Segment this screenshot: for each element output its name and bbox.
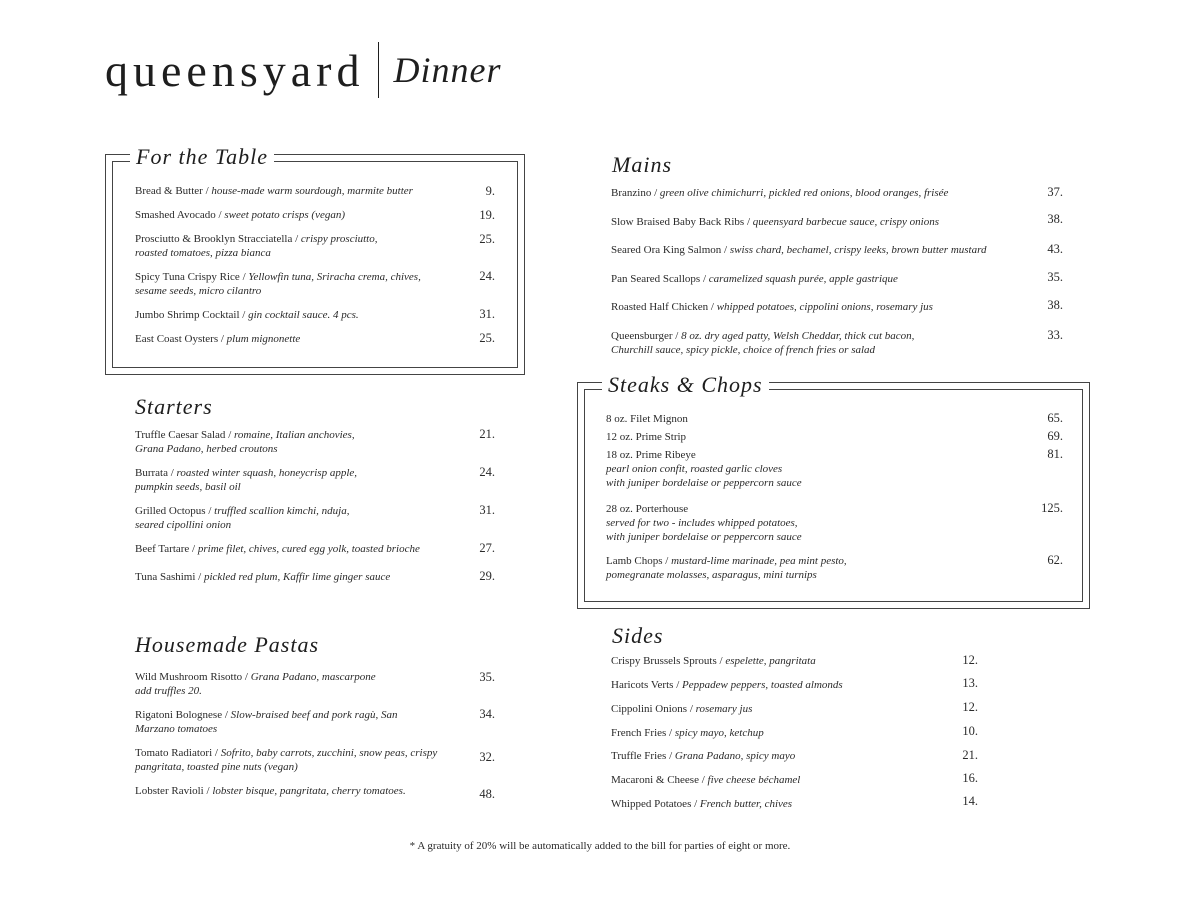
item-description: French butter, chives xyxy=(699,798,793,810)
gratuity-note: * A gratuity of 20% will be automatically added to the bill for parties of eight or more. xyxy=(409,840,791,852)
menu-item: Spicy Tuna Crispy Rice / Yellowfin tuna, Sriracha crema, chives, sesame seeds, micro cilantro xyxy=(135,270,465,298)
item-description-line-2: served for two - includes whipped potatoes, xyxy=(606,517,798,529)
item-description-line-2: pangritata, toasted pine nuts (vegan) xyxy=(135,761,298,773)
menu-item: Seared Ora King Salmon / swiss chard, bechamel, crispy leeks, brown butter mustard xyxy=(611,244,987,256)
item-description: green olive chimichurri, pickled red onions, blood oranges, frisée xyxy=(659,187,949,199)
item-description: pickled red plum, Kaffir lime ginger sauce xyxy=(203,571,391,583)
item-description: Grana Padano, mascarpone xyxy=(250,671,376,683)
item-price: 34. xyxy=(479,707,495,721)
menu-type-title: Dinner xyxy=(393,50,502,90)
item-price: 9. xyxy=(485,184,495,198)
menu-item: Wild Mushroom Risotto / Grana Padano, mascarpone add truffles 20. xyxy=(135,670,465,698)
item-price: 37. xyxy=(1047,185,1063,199)
section-title-pastas: Housemade Pastas xyxy=(135,632,320,657)
item-name: Wild Mushroom Risotto xyxy=(135,671,243,683)
menu-item: Smashed Avocado / sweet potato crisps (vegan) xyxy=(135,209,346,221)
item-name: 8 oz. Filet Mignon xyxy=(606,413,688,425)
item-name: Branzino xyxy=(611,187,652,199)
item-description: Yellowfin tuna, Sriracha crema, chives, xyxy=(248,271,421,283)
item-price: 81. xyxy=(1047,447,1063,461)
item-name: Smashed Avocado xyxy=(135,209,216,221)
menu-item: Tuna Sashimi / pickled red plum, Kaffir lime ginger sauce xyxy=(135,571,391,583)
item-description-line-2: pomegranate molasses, asparagus, mini turnips xyxy=(606,569,817,581)
item-price: 16. xyxy=(962,771,978,785)
item-description: spicy mayo, ketchup xyxy=(674,727,764,739)
item-description: rosemary jus xyxy=(695,703,753,715)
menu-item xyxy=(606,502,1026,544)
item-description: sweet potato crisps (vegan) xyxy=(224,209,346,221)
menu-item: Lamb Chops / mustard-lime marinade, pea mint pesto, pomegranate molasses, asparagus, mini turnips xyxy=(606,554,1026,582)
item-description: mustard-lime marinade, pea mint pesto, xyxy=(671,555,847,567)
item-price: 35. xyxy=(479,670,495,684)
item-name: Truffle Caesar Salad xyxy=(135,429,226,441)
item-name: Seared Ora King Salmon xyxy=(611,244,722,256)
item-name: Macaroni & Cheese xyxy=(611,774,699,786)
item-name: 12 oz. Prime Strip xyxy=(606,431,687,443)
item-name: Cippolini Onions xyxy=(611,703,688,715)
section-title-mains: Mains xyxy=(612,152,672,177)
item-name: Bread & Butter xyxy=(135,185,203,197)
item-name: Haricots Verts xyxy=(611,679,674,691)
menu-item: Grilled Octopus / truffled scallion kimchi, nduja, seared cipollini onion xyxy=(135,504,465,532)
menu-item: Beef Tartare / prime filet, chives, cured egg yolk, toasted brioche xyxy=(135,543,420,555)
menu-item: Bread & Butter / house-made warm sourdough, marmite butter xyxy=(135,185,413,197)
item-price: 65. xyxy=(1047,411,1063,425)
item-price: 69. xyxy=(1047,429,1063,443)
item-name: Tomato Radiatori xyxy=(135,747,213,759)
item-name: Slow Braised Baby Back Ribs xyxy=(611,216,745,228)
item-name: Rigatoni Bolognese xyxy=(135,709,223,721)
item-name: Crispy Brussels Sprouts xyxy=(611,655,717,667)
menu-item: Macaroni & Cheese / five cheese béchamel xyxy=(611,774,801,786)
item-description: Slow-braised beef and pork ragù, San xyxy=(230,709,398,721)
item-name: Whipped Potatoes xyxy=(611,798,692,810)
header-divider xyxy=(378,42,379,98)
item-description: roasted winter squash, honeycrisp apple, xyxy=(176,467,358,479)
menu-item: Burrata / roasted winter squash, honeycrisp apple, pumpkin seeds, basil oil xyxy=(135,466,465,494)
item-name: French Fries xyxy=(611,727,667,739)
item-name: 18 oz. Prime Ribeye xyxy=(606,449,696,461)
item-description-line-2: Grana Padano, herbed croutons xyxy=(135,443,278,455)
menu-item: Crispy Brussels Sprouts / espelette, pangritata xyxy=(611,655,816,667)
item-description: Sofrito, baby carrots, zucchini, snow peas, crispy xyxy=(220,747,438,759)
section-title-sides: Sides xyxy=(612,623,664,648)
item-description: truffled scallion kimchi, nduja, xyxy=(214,505,350,517)
item-description: Peppadew peppers, toasted almonds xyxy=(682,679,843,691)
item-price: 12. xyxy=(962,653,978,667)
item-description: lobster bisque, pangritata, cherry tomatoes. xyxy=(212,785,406,797)
item-name: Lobster Ravioli xyxy=(135,785,204,797)
item-description: house-made warm sourdough, marmite butter xyxy=(211,185,413,197)
menu-item: French Fries / spicy mayo, ketchup xyxy=(611,727,764,739)
item-name: Roasted Half Chicken xyxy=(611,301,709,313)
item-description: gin cocktail sauce. 4 pcs. xyxy=(248,309,359,321)
item-price: 31. xyxy=(479,307,495,321)
item-name: Beef Tartare xyxy=(135,543,190,555)
menu-item: Jumbo Shrimp Cocktail / gin cocktail sauce. 4 pcs. xyxy=(135,309,359,321)
item-price: 13. xyxy=(962,676,978,690)
item-price: 24. xyxy=(479,269,495,283)
item-description-line-3: with juniper bordelaise or peppercorn sauce xyxy=(606,531,802,543)
item-description: plum mignonette xyxy=(226,333,301,345)
item-price: 62. xyxy=(1047,553,1063,567)
item-name: Burrata xyxy=(135,467,168,479)
item-price: 19. xyxy=(479,208,495,222)
menu-item: Whipped Potatoes / French butter, chives xyxy=(611,798,793,810)
item-description: queensyard barbecue sauce, crispy onions xyxy=(752,216,940,228)
menu-item: Slow Braised Baby Back Ribs / queensyard barbecue sauce, crispy onions xyxy=(611,216,940,228)
menu-item: Tomato Radiatori / Sofrito, baby carrots, zucchini, snow peas, crispy pangritata, toasted pine nuts (vegan) xyxy=(135,746,465,774)
item-description: Grana Padano, spicy mayo xyxy=(674,750,796,762)
menu-item: Lobster Ravioli / lobster bisque, pangritata, cherry tomatoes. xyxy=(135,785,406,797)
menu-header xyxy=(105,40,501,100)
item-name: Spicy Tuna Crispy Rice xyxy=(135,271,240,283)
item-price: 125. xyxy=(1041,501,1063,515)
item-description: caramelized squash purée, apple gastrique xyxy=(708,273,898,285)
menu-item xyxy=(606,430,1026,444)
item-description: romaine, Italian anchovies, xyxy=(234,429,355,441)
item-name: East Coast Oysters xyxy=(135,333,219,345)
section-title: For the Table xyxy=(130,144,274,170)
item-description-line-2: roasted tomatoes, pizza bianca xyxy=(135,247,271,259)
item-description: swiss chard, bechamel, crispy leeks, brown butter mustard xyxy=(729,244,987,256)
item-price: 43. xyxy=(1047,242,1063,256)
menu-item: Rigatoni Bolognese / Slow-braised beef and pork ragù, San Marzano tomatoes xyxy=(135,708,465,736)
item-price: 48. xyxy=(479,787,495,801)
menu-item: Queensburger / 8 oz. dry aged patty, Welsh Cheddar, thick cut bacon, Churchill sauce, spicy pickle, choice of french fries or salad xyxy=(611,329,1031,357)
section-title: Steaks & Chops xyxy=(602,372,769,398)
menu-item: Truffle Fries / Grana Padano, spicy mayo xyxy=(611,750,796,762)
item-description-line-2: pumpkin seeds, basil oil xyxy=(135,481,241,493)
item-description-line-2: seared cipollini onion xyxy=(135,519,232,531)
menu-item: Branzino / green olive chimichurri, pickled red onions, blood oranges, frisée xyxy=(611,187,949,199)
item-name: Grilled Octopus xyxy=(135,505,206,517)
item-price: 38. xyxy=(1047,212,1063,226)
item-price: 32. xyxy=(479,750,495,764)
item-price: 12. xyxy=(962,700,978,714)
item-description: 8 oz. dry aged patty, Welsh Cheddar, thick cut bacon, xyxy=(681,330,915,342)
item-description-line-2: add truffles 20. xyxy=(135,685,202,697)
item-name: Lamb Chops xyxy=(606,555,663,567)
menu-item xyxy=(606,412,1026,426)
menu-item: East Coast Oysters / plum mignonette xyxy=(135,333,301,345)
item-description: espelette, pangritata xyxy=(725,655,816,667)
item-name: Queensburger xyxy=(611,330,673,342)
item-description-line-2: Marzano tomatoes xyxy=(135,723,218,735)
item-price: 21. xyxy=(962,748,978,762)
item-name: Jumbo Shrimp Cocktail xyxy=(135,309,240,321)
item-name: Tuna Sashimi xyxy=(135,571,196,583)
item-price: 10. xyxy=(962,724,978,738)
item-name: Truffle Fries xyxy=(611,750,667,762)
menu-item: Cippolini Onions / rosemary jus xyxy=(611,703,753,715)
item-price: 33. xyxy=(1047,328,1063,342)
menu-item: Truffle Caesar Salad / romaine, Italian anchovies, Grana Padano, herbed croutons xyxy=(135,428,465,456)
item-price: 25. xyxy=(479,232,495,246)
section-title-starters: Starters xyxy=(135,394,213,419)
item-price: 14. xyxy=(962,794,978,808)
menu-item: Roasted Half Chicken / whipped potatoes, cippolini onions, rosemary jus xyxy=(611,301,933,313)
item-price: 25. xyxy=(479,331,495,345)
item-description-line-2: pearl onion confit, roasted garlic cloves xyxy=(606,463,783,475)
menu-item: Pan Seared Scallops / caramelized squash purée, apple gastrique xyxy=(611,273,898,285)
item-description: five cheese béchamel xyxy=(707,774,801,786)
item-price: 35. xyxy=(1047,270,1063,284)
menu-item: Haricots Verts / Peppadew peppers, toasted almonds xyxy=(611,679,843,691)
item-price: 38. xyxy=(1047,298,1063,312)
menu-item xyxy=(606,448,1026,490)
item-description: prime filet, chives, cured egg yolk, toasted brioche xyxy=(197,543,420,555)
item-price: 29. xyxy=(479,569,495,583)
brand-name: queensyard xyxy=(105,44,365,96)
item-price: 21. xyxy=(479,427,495,441)
item-description-line-2: Churchill sauce, spicy pickle, choice of french fries or salad xyxy=(611,344,876,356)
item-price: 27. xyxy=(479,541,495,555)
menu-item: Prosciutto & Brooklyn Stracciatella / crispy prosciutto, roasted tomatoes, pizza bianca xyxy=(135,232,465,260)
item-price: 24. xyxy=(479,465,495,479)
item-name: 28 oz. Porterhouse xyxy=(606,503,689,515)
item-description: crispy prosciutto, xyxy=(300,233,378,245)
item-description-line-3: with juniper bordelaise or peppercorn sauce xyxy=(606,477,802,489)
item-description: whipped potatoes, cippolini onions, rosemary jus xyxy=(716,301,933,313)
item-description-line-2: sesame seeds, micro cilantro xyxy=(135,285,262,297)
item-price: 31. xyxy=(479,503,495,517)
item-name: Pan Seared Scallops xyxy=(611,273,701,285)
item-name: Prosciutto & Brooklyn Stracciatella xyxy=(135,233,293,245)
